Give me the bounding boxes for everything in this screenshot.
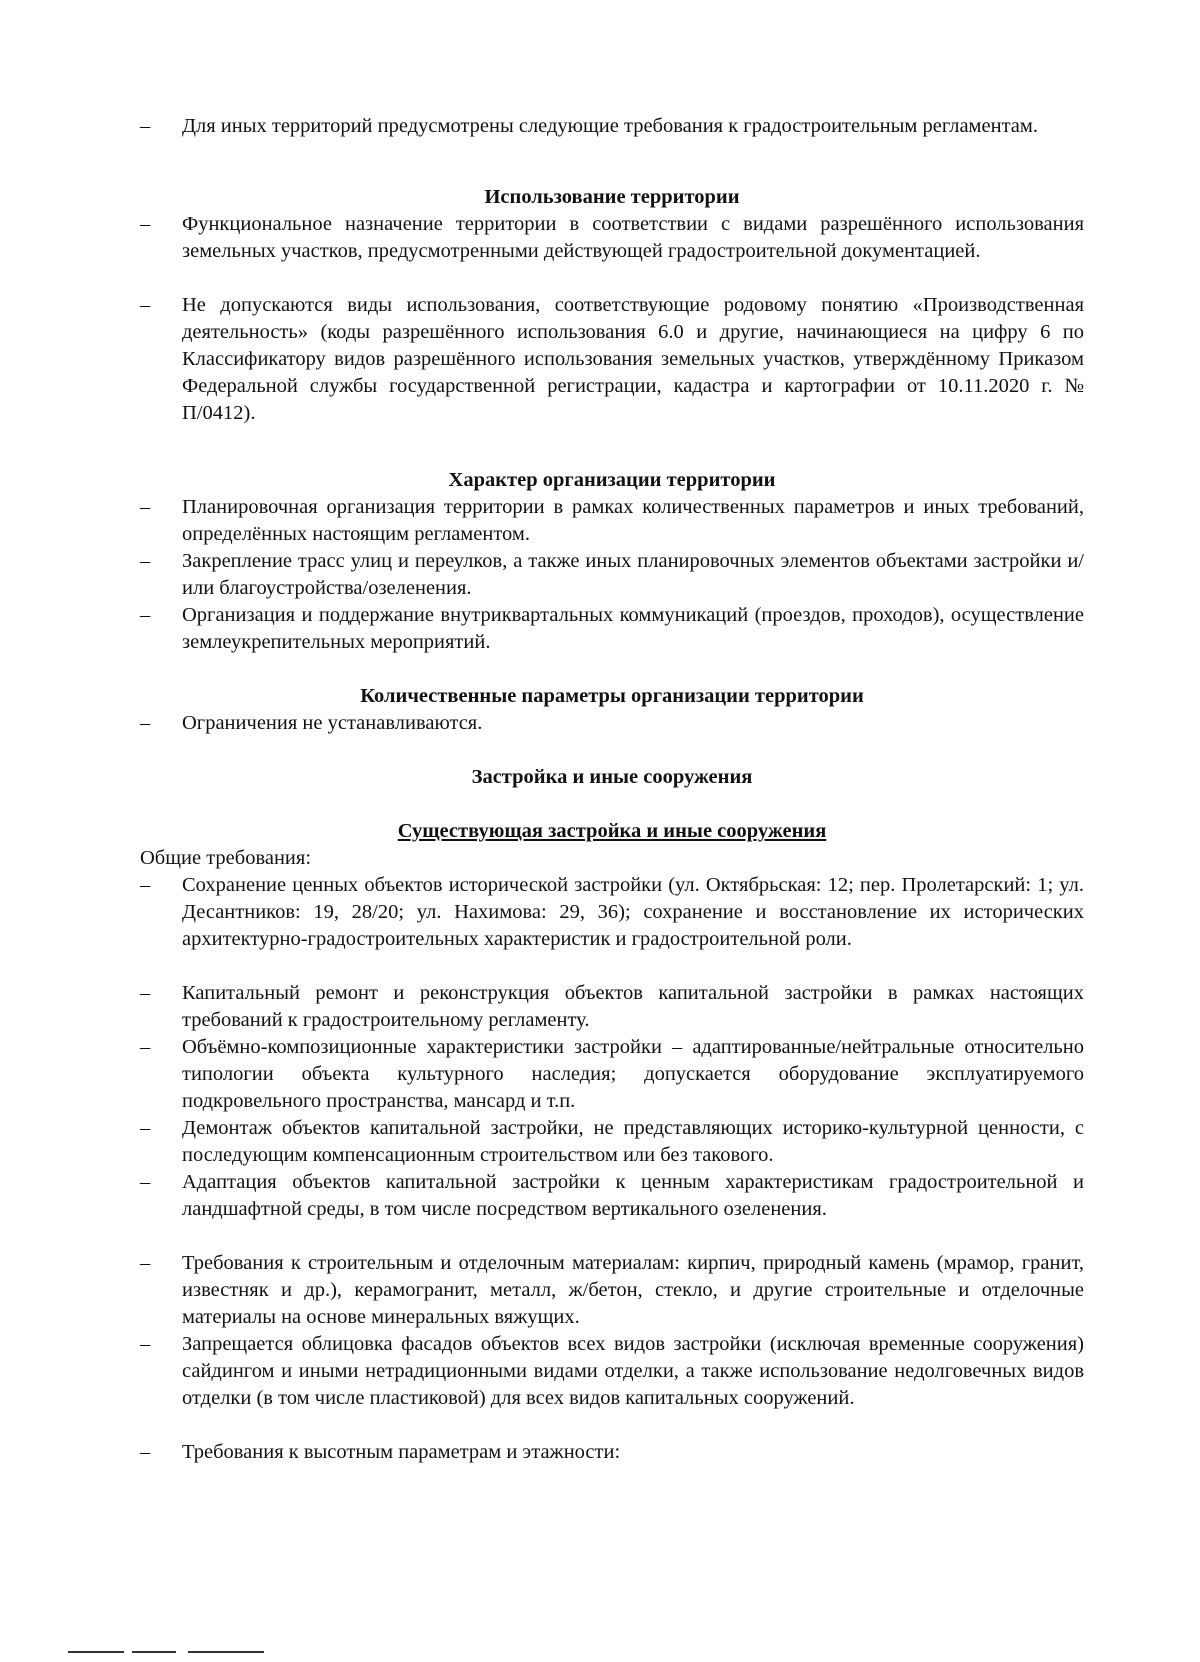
heading-use: Использование территории bbox=[484, 186, 740, 208]
list-dash: – bbox=[140, 874, 151, 896]
list-item bbox=[140, 710, 1084, 737]
list-item bbox=[140, 980, 1084, 1034]
list-item bbox=[140, 872, 1084, 953]
list-dash: – bbox=[140, 1441, 151, 1463]
list-item-text: Капитальный ремонт и реконструкция объектов капитальной застройки в рамках настоящих требований к градостроительному регламенту. bbox=[182, 982, 1084, 1031]
list-dash: – bbox=[140, 1117, 151, 1139]
intro-text: Для иных территорий предусмотрены следующие требования к градостроительным регламентам. bbox=[182, 115, 1039, 137]
list-item bbox=[140, 1115, 1084, 1169]
list-item-text: Объёмно-композиционные характеристики застройки – адаптированные/нейтральные относительно типологии объекта культурного наследия; допускается оборудование эксплуатируемого подкровельного пространства, мансард и т.п. bbox=[182, 1036, 1084, 1112]
list-dash: – bbox=[140, 712, 151, 734]
list-item-text: Требования к строительным и отделочным материалам: кирпич, природный камень (мрамор, гранит, известняк и др.), керамогранит, металл, ж/бетон, стекло, и другие строительные и отделочные материалы на основе минеральных вяжущих. bbox=[182, 1252, 1084, 1328]
footer-line bbox=[68, 1651, 124, 1653]
list-item bbox=[140, 1331, 1084, 1412]
list-item-text: Демонтаж объектов капитальной застройки, не представляющих историко-культурной ценности, с последующим компенсационным строительством или без такового. bbox=[182, 1117, 1084, 1166]
list-item bbox=[140, 1250, 1084, 1331]
list-item-text: Закрепление трасс улиц и переулков, а также иных планировочных элементов объектами застройки и/или благоустройства/озеленения. bbox=[182, 550, 1084, 599]
heading-qty: Количественные параметры организации территории bbox=[360, 685, 864, 707]
list-dash: – bbox=[140, 982, 151, 1004]
list-item-text: Запрещается облицовка фасадов объектов всех видов застройки (исключая временные сооружения) сайдингом и иными нетрадиционными видами отделки, а также использование недолговечных видов отделки (в том числе пластиковой) для всех видов капитальных сооружений. bbox=[182, 1333, 1084, 1409]
list-dash: – bbox=[140, 115, 151, 137]
list-item bbox=[140, 292, 1084, 427]
list-item bbox=[140, 1439, 1084, 1466]
footer-line bbox=[188, 1651, 264, 1653]
list-item bbox=[140, 494, 1084, 548]
list-dash: – bbox=[140, 1333, 151, 1355]
list-item-text: Функциональное назначение территории в соответствии с видами разрешённого использования земельных участков, предусмотренными действующей градостроительной документацией. bbox=[182, 213, 1084, 262]
general-requirements-label: Общие требования: bbox=[140, 847, 312, 869]
list-dash: – bbox=[140, 604, 151, 626]
list-item bbox=[140, 113, 1084, 140]
list-dash: – bbox=[140, 294, 151, 316]
list-dash: – bbox=[140, 1252, 151, 1274]
list-dash: – bbox=[140, 213, 151, 235]
heading-org: Характер организации территории bbox=[448, 469, 776, 491]
list-dash: – bbox=[140, 1036, 151, 1058]
heading-existing: Существующая застройка и иные сооружения bbox=[397, 820, 827, 842]
list-item bbox=[140, 602, 1084, 656]
footer-line bbox=[132, 1651, 176, 1653]
list-dash: – bbox=[140, 550, 151, 572]
list-item-text: Планировочная организация территории в рамках количественных параметров и иных требований, определённых настоящим регламентом. bbox=[182, 496, 1084, 545]
list-item bbox=[140, 1034, 1084, 1115]
list-dash: – bbox=[140, 496, 151, 518]
list-item-text: Не допускаются виды использования, соответствующие родовому понятию «Производственная деятельность» (коды разрешённого использования 6.0 и другие, начинающиеся на цифру 6 по Классификатору видов разрешённого использования земельных участков, утверждённому Приказом Федеральной службы государственной регистрации, кадастра и картографии от 10.11.2020 г. № П/0412). bbox=[182, 294, 1084, 424]
list-item-text: Требования к высотным параметрам и этажности: bbox=[182, 1441, 621, 1463]
list-item bbox=[140, 548, 1084, 602]
list-dash: – bbox=[140, 1171, 151, 1193]
list-item-text: Сохранение ценных объектов исторической застройки (ул. Октябрьская: 12; пер. Пролетарский: 1; ул. Десантников: 19, 28/20; ул. Нахимова: 29, 36); сохранение и восстановление их исторических архитектурно-градостроительных характеристик и градостроительной роли. bbox=[182, 874, 1084, 950]
footer-lines bbox=[68, 1651, 268, 1653]
list-item-text: Ограничения не устанавливаются. bbox=[182, 712, 483, 734]
list-item bbox=[140, 211, 1084, 265]
list-item-text: Организация и поддержание внутриквартальных коммуникаций (проездов, проходов), осуществление землеукрепительных мероприятий. bbox=[182, 604, 1084, 653]
heading-build: Застройка и иные сооружения bbox=[471, 766, 753, 788]
list-item-text: Адаптация объектов капитальной застройки к ценным характеристикам градостроительной и ландшафтной среды, в том числе посредством вертикального озеленения. bbox=[182, 1171, 1084, 1220]
list-item bbox=[140, 1169, 1084, 1223]
